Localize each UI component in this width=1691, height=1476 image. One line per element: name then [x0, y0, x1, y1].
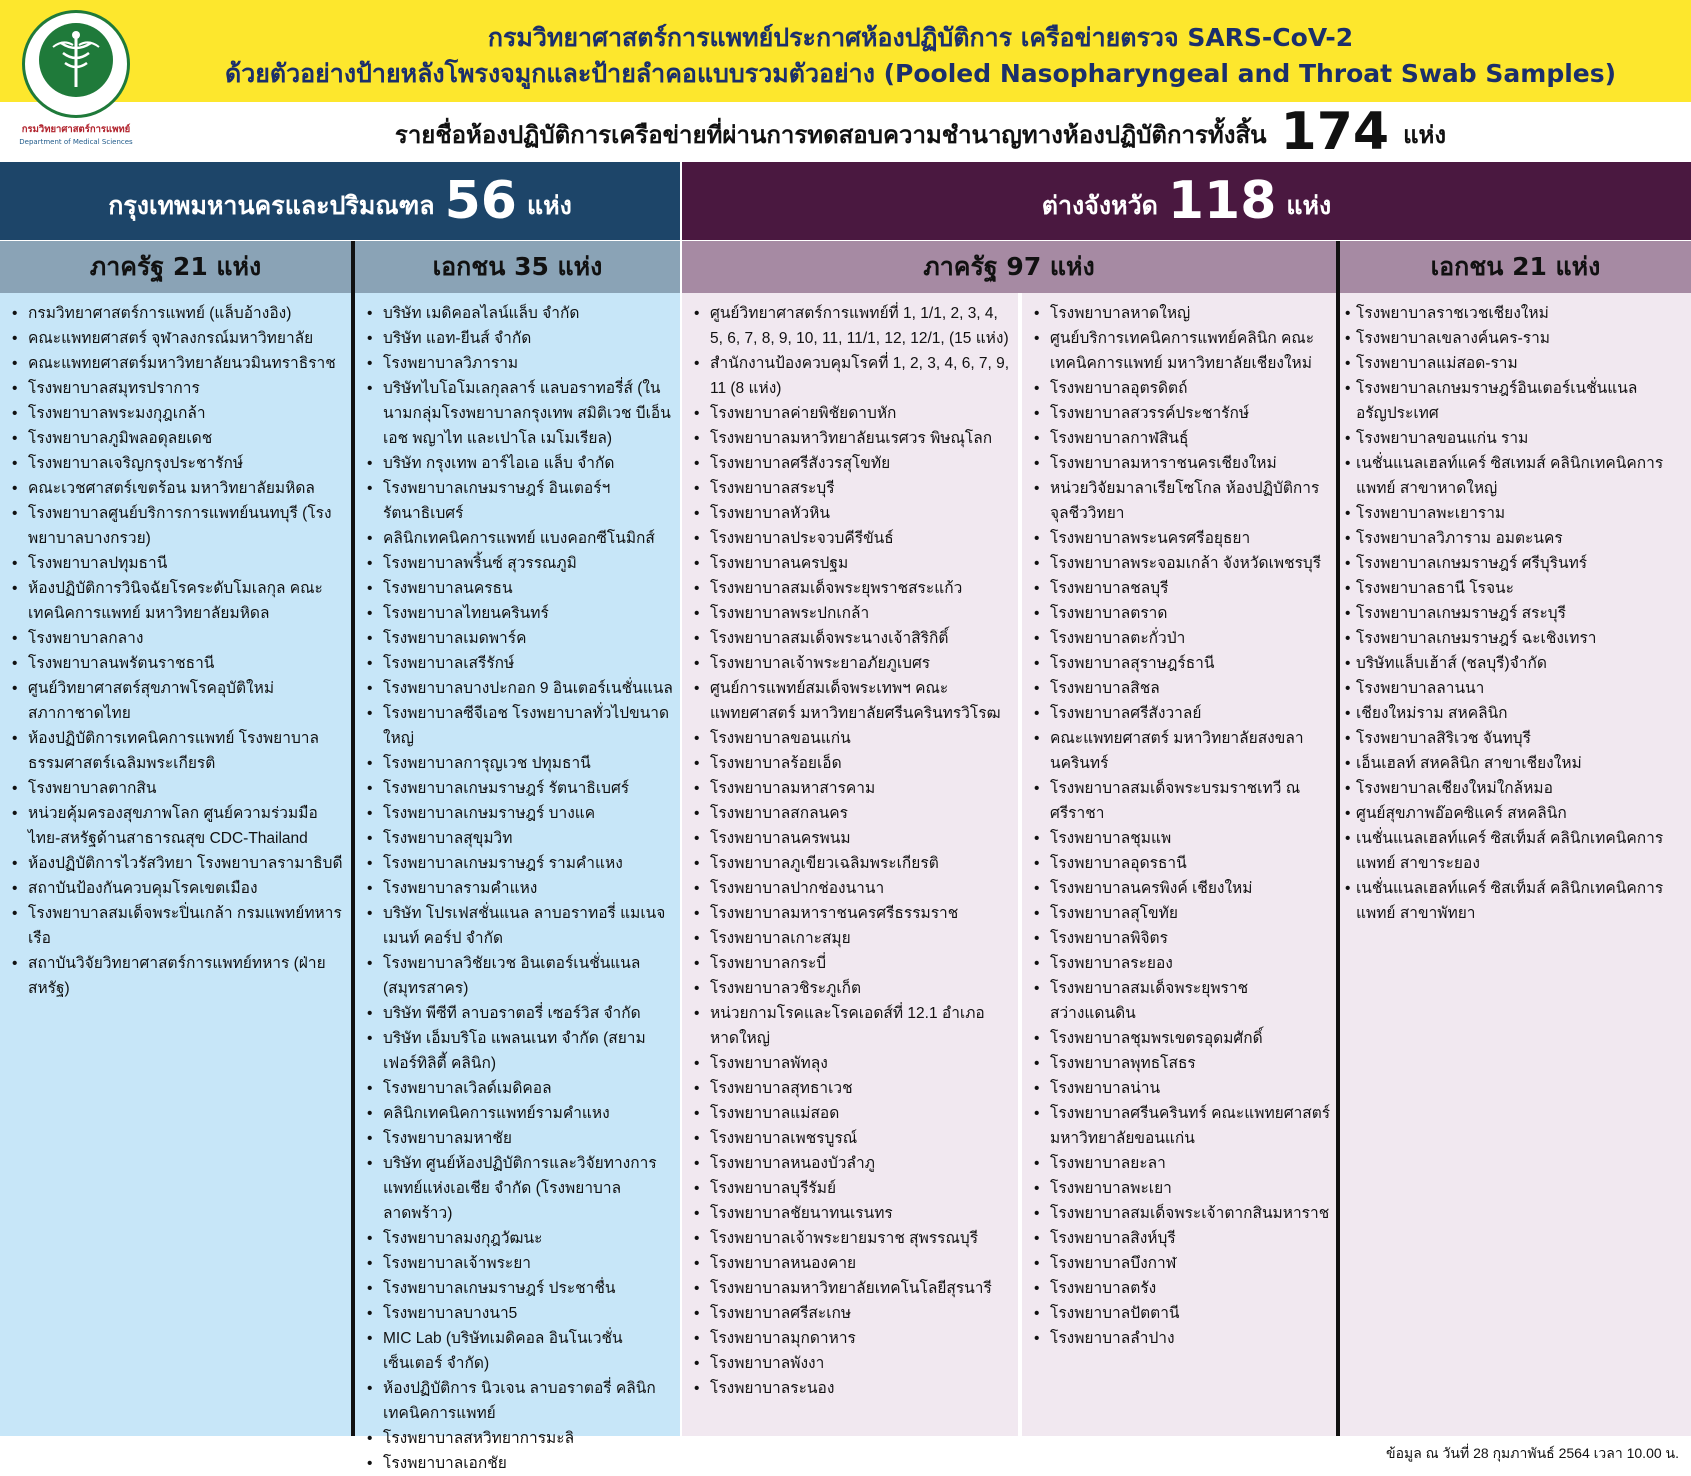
- list-item: • โรงพยาบาลเอกชัย: [355, 1451, 680, 1476]
- list-item: • โรงพยาบาลเพชรบูรณ์: [682, 1126, 1018, 1151]
- list-item: • โรงพยาบาลเกษมราษฎร์ บางแค: [355, 801, 680, 826]
- province-label: ต่างจังหวัด: [1041, 191, 1158, 220]
- list-item: • โรงพยาบาลสมเด็จพระยุพราชสระแก้ว: [682, 576, 1018, 601]
- list-item: • โรงพยาบาลมุกดาหาร: [682, 1326, 1018, 1351]
- list-item: • โรงพยาบาลบึงกาฬ: [1022, 1251, 1336, 1276]
- list-item: • โรงพยาบาลหาดใหญ่: [1022, 301, 1336, 326]
- list-item: • ศูนย์สุขภาพอ๊อคซิแคร์ สหคลินิก: [1340, 801, 1691, 826]
- list-item: • โรงพยาบาลเขลางค์นคร-ราม: [1340, 326, 1691, 351]
- list-item: • โรงพยาบาลวิภาราม อมตะนคร: [1340, 526, 1691, 551]
- bangkok-label: กรุงเทพมหานครและปริมณฑล: [108, 191, 435, 220]
- list-item: • โรงพยาบาลเจริญกรุงประชารักษ์: [0, 451, 351, 476]
- list-item: • โรงพยาบาลหนองบัวลำภู: [682, 1151, 1018, 1176]
- list-item: • โรงพยาบาลชุมพรเขตรอุดมศักดิ์: [1022, 1026, 1336, 1051]
- list-item: • โรงพยาบาลรามคำแหง: [355, 876, 680, 901]
- list-item: • โรงพยาบาลระนอง: [682, 1376, 1018, 1401]
- column-divider: [351, 241, 355, 1436]
- list-item: • โรงพยาบาลอุตรดิตถ์: [1022, 376, 1336, 401]
- list-item: • โรงพยาบาลมหาราชนครเชียงใหม่: [1022, 451, 1336, 476]
- list-item: • โรงพยาบาลสิชล: [1022, 676, 1336, 701]
- list-item: • โรงพยาบาลพะเยาราม: [1340, 501, 1691, 526]
- list-item: • โรงพยาบาลลานนา: [1340, 676, 1691, 701]
- list-item: • โรงพยาบาลสิริเวช จันทบุรี: [1340, 726, 1691, 751]
- column-gap: [1018, 293, 1022, 1436]
- list-item: • โรงพยาบาลพระปกเกล้า: [682, 601, 1018, 626]
- list-item: • โรงพยาบาลภูเขียวเฉลิมพระเกียรติ: [682, 851, 1018, 876]
- bkk-government-header: ภาครัฐ 21 แห่ง: [0, 241, 351, 293]
- list-item: • โรงพยาบาลซีจีเอช โรงพยาบาลทั่วไปขนาดใหญ่: [355, 701, 680, 751]
- list-item: • โรงพยาบาลเชียงใหม่ใกล้หมอ: [1340, 776, 1691, 801]
- list-item: • สถาบันวิจัยวิทยาศาสตร์การแพทย์ทหาร (ฝ่ายสหรัฐ): [0, 951, 351, 1001]
- list-item: • โรงพยาบาลมหาชัย: [355, 1126, 680, 1151]
- list-item: • โรงพยาบาลพัทลุง: [682, 1051, 1018, 1076]
- list-item: • บริษัท โปรเฟสชั่นแนล ลาบอราทอรี่ แมเนจเมนท์ คอร์ป จำกัด: [355, 901, 680, 951]
- list-item: • โรงพยาบาลศูนย์บริการการแพทย์นนทบุรี (โรงพยาบาลบางกรวย): [0, 501, 351, 551]
- list-item: • โรงพยาบาลหัวหิน: [682, 501, 1018, 526]
- list-item: • โรงพยาบาลการุญเวช ปทุมธานี: [355, 751, 680, 776]
- list-item: • สถาบันป้องกันควบคุมโรคเขตเมือง: [0, 876, 351, 901]
- list-item: • โรงพยาบาลศรีนครินทร์ คณะแพทยศาสตร์ มหาวิทยาลัยขอนแก่น: [1022, 1101, 1336, 1151]
- list-item: • คลินิกเทคนิคการแพทย์รามคำแหง: [355, 1101, 680, 1126]
- list-item: • โรงพยาบาลสหวิทยาการมะลิ: [355, 1426, 680, 1451]
- list-item: • โรงพยาบาลมหาสารคาม: [682, 776, 1018, 801]
- list-item: • โรงพยาบาลพระจอมเกล้า จังหวัดเพชรบุรี: [1022, 551, 1336, 576]
- list-item: • คณะเวชศาสตร์เขตร้อน มหาวิทยาลัยมหิดล: [0, 476, 351, 501]
- province-unit: แห่ง: [1286, 191, 1332, 220]
- list-item: • คณะแพทยศาสตร์มหาวิทยาลัยนวมินทราธิราช: [0, 351, 351, 376]
- footer-timestamp: ข้อมูล ณ วันที่ 28 กุมภาพันธ์ 2564 เวลา 10.00 น.: [1386, 1445, 1679, 1461]
- list-item: • โรงพยาบาลวิชัยเวช อินเตอร์เนชั่นแนล (สมุทรสาคร): [355, 951, 680, 1001]
- list-item: • บริษัท แอท-ยีนส์ จำกัด: [355, 326, 680, 351]
- list-item: • บริษัท เมดิคอลไลน์แล็บ จำกัด: [355, 301, 680, 326]
- list-item: • บริษัท พีซีที ลาบอราตอรี่ เซอร์วิส จำกัด: [355, 1001, 680, 1026]
- list-item: • โรงพยาบาลมหาวิทยาลัยเทคโนโลยีสุรนารี: [682, 1276, 1018, 1301]
- subtitle-text: รายชื่อห้องปฏิบัติการเครือข่ายที่ผ่านการทดสอบความชำนาญทางห้องปฏิบัติการทั้งสิ้น: [394, 121, 1267, 149]
- list-item: • โรงพยาบาลบางปะกอก 9 อินเตอร์เนชั่นแนล: [355, 676, 680, 701]
- list-item: • หน่วยวิจัยมาลาเรียโซโกล ห้องปฏิบัติการจุลชีววิทยา: [1022, 476, 1336, 526]
- list-item: • โรงพยาบาลสกลนคร: [682, 801, 1018, 826]
- bangkok-count: 56: [444, 171, 517, 231]
- list-item: • โรงพยาบาลสวรรค์ประชารักษ์: [1022, 401, 1336, 426]
- list-item: • โรงพยาบาลลำปาง: [1022, 1326, 1336, 1351]
- list-item: • โรงพยาบาลเกษมราษฎร์ สระบุรี: [1340, 601, 1691, 626]
- list-item: • โรงพยาบาลวชิระภูเก็ต: [682, 976, 1018, 1001]
- subtitle-unit: แห่ง: [1403, 121, 1447, 149]
- list-item: • โรงพยาบาลบางนา5: [355, 1301, 680, 1326]
- list-item: • โรงพยาบาลเจ้าพระยายมราช สุพรรณบุรี: [682, 1226, 1018, 1251]
- list-item: • ห้องปฏิบัติการไวรัสวิทยา โรงพยาบาลรามาธิบดี: [0, 851, 351, 876]
- list-item: • โรงพยาบาลตรัง: [1022, 1276, 1336, 1301]
- list-item: • โรงพยาบาลสมเด็จพระปิ่นเกล้า กรมแพทย์ทหารเรือ: [0, 901, 351, 951]
- province-private-header: เอกชน 21 แห่ง: [1340, 241, 1691, 293]
- list-item: • บริษัทแล็บเฮ้าส์ (ชลบุรี)จำกัด: [1340, 651, 1691, 676]
- list-item: • โรงพยาบาลสมเด็จพระยุพราชสว่างแดนดิน: [1022, 976, 1336, 1026]
- ministry-logo: [18, 10, 134, 146]
- list-item: • โรงพยาบาลเกษมราษฎร์ รัตนาธิเบศร์: [355, 776, 680, 801]
- list-item: • โรงพยาบาลเจ้าพระยา: [355, 1251, 680, 1276]
- list-item: • โรงพยาบาลเสรีรักษ์: [355, 651, 680, 676]
- list-item: • โรงพยาบาลเกาะสมุย: [682, 926, 1018, 951]
- caduceus-icon: [39, 23, 113, 97]
- list-item: • โรงพยาบาลเกษมราษฎร์ ศรีบุรินทร์: [1340, 551, 1691, 576]
- list-item: • เนชั่นแนลเฮลท์แคร์ ซิสเทมส์ คลินิกเทคนิคการแพทย์ สาขาหาดใหญ่: [1340, 451, 1691, 501]
- list-item: • โรงพยาบาลขอนแก่น: [682, 726, 1018, 751]
- list-item: • หน่วยคุ้มครองสุขภาพโลก ศูนย์ความร่วมมือไทย-สหรัฐด้านสาธารณสุข CDC-Thailand: [0, 801, 351, 851]
- list-item: • โรงพยาบาลนพรัตนราชธานี: [0, 651, 351, 676]
- column-divider: [1336, 241, 1340, 1436]
- list-item: • โรงพยาบาลศรีสังวรสุโขทัย: [682, 451, 1018, 476]
- list-item: • คลินิกเทคนิคการแพทย์ แบงคอกซีโนมิกส์: [355, 526, 680, 551]
- list-item: • โรงพยาบาลตราด: [1022, 601, 1336, 626]
- list-item: • เนชั่นแนลเฮลท์แคร์ ซิสเท็มส์ คลินิกเทคนิคการแพทย์ สาขาพัทยา: [1340, 876, 1691, 926]
- logo-dept-th: กรมวิทยาศาสตร์การแพทย์: [21, 124, 131, 135]
- list-item: • โรงพยาบาลพระมงกุฎเกล้า: [0, 401, 351, 426]
- list-item: • หน่วยกามโรคและโรคเอดส์ที่ 12.1 อำเภอหาดใหญ่: [682, 1001, 1018, 1051]
- list-item: • เอ็นเฮลท์ สหคลินิก สาขาเชียงใหม่: [1340, 751, 1691, 776]
- list-item: • โรงพยาบาลเจ้าพระยาอภัยภูเบศร: [682, 651, 1018, 676]
- list-item: • โรงพยาบาลอุดรธานี: [1022, 851, 1336, 876]
- list-item: • บริษัท ศูนย์ห้องปฏิบัติการและวิจัยทางการแพทย์แห่งเอเชีย จำกัด (โรงพยาบาลลาดพร้าว): [355, 1151, 680, 1226]
- bkk-government-list: [0, 293, 351, 1436]
- list-item: • โรงพยาบาลกาฬสินธุ์: [1022, 426, 1336, 451]
- list-item: • โรงพยาบาลกลาง: [0, 626, 351, 651]
- province-count: 118: [1167, 171, 1277, 231]
- list-item: • โรงพยาบาลเกษมราษฎร์ อินเตอร์ฯ รัตนาธิเบศร์: [355, 476, 680, 526]
- list-item: • โรงพยาบาลภูมิพลอดุลยเดช: [0, 426, 351, 451]
- list-item: • โรงพยาบาลบุรีรัมย์: [682, 1176, 1018, 1201]
- logo-dept-en: Department of Medical Sciences: [19, 138, 133, 146]
- province-government-list-a: [682, 293, 1018, 1436]
- list-item: • ห้องปฏิบัติการ นิวเจน ลาบอราตอรี่ คลินิกเทคนิคการแพทย์: [355, 1376, 680, 1426]
- list-item: • โรงพยาบาลพังงา: [682, 1351, 1018, 1376]
- list-item: • โรงพยาบาลสมเด็จพระบรมราชเทวี ณ ศรีราชา: [1022, 776, 1336, 826]
- list-item: • โรงพยาบาลขอนแก่น ราม: [1340, 426, 1691, 451]
- list-item: • โรงพยาบาลสุโขทัย: [1022, 901, 1336, 926]
- province-band: [682, 162, 1691, 240]
- list-item: • โรงพยาบาลพุทธโสธร: [1022, 1051, 1336, 1076]
- list-item: • ห้องปฏิบัติการเทคนิคการแพทย์ โรงพยาบาลธรรมศาสตร์เฉลิมพระเกียรติ: [0, 726, 351, 776]
- bangkok-band: [0, 162, 680, 240]
- list-item: • โรงพยาบาลพิจิตร: [1022, 926, 1336, 951]
- list-item: • โรงพยาบาลแม่สอด: [682, 1101, 1018, 1126]
- list-item: • โรงพยาบาลตากสิน: [0, 776, 351, 801]
- logo-seal-icon: [22, 10, 130, 118]
- list-item: • โรงพยาบาลชัยนาทนเรนทร: [682, 1201, 1018, 1226]
- page-title-line1: กรมวิทยาศาสตร์การแพทย์ประกาศห้องปฏิบัติการ เครือข่ายตรวจ SARS-CoV-2: [487, 23, 1354, 52]
- list-item: • ศูนย์การแพทย์สมเด็จพระเทพฯ คณะแพทยศาสตร์ มหาวิทยาลัยศรีนครินทรวิโรฒ: [682, 676, 1018, 726]
- list-item: • คณะแพทยศาสตร์ จุฬาลงกรณ์มหาวิทยาลัย: [0, 326, 351, 351]
- province-government-list-b: [1022, 293, 1336, 1436]
- list-item: • โรงพยาบาลเกษมราษฎร์ ฉะเชิงเทรา: [1340, 626, 1691, 651]
- list-item: • โรงพยาบาลตะกั่วป่า: [1022, 626, 1336, 651]
- list-item: • โรงพยาบาลประจวบคีรีขันธ์: [682, 526, 1018, 551]
- list-item: • กรมวิทยาศาสตร์การแพทย์ (แล็บอ้างอิง): [0, 301, 351, 326]
- list-item: • โรงพยาบาลน่าน: [1022, 1076, 1336, 1101]
- list-item: • ศูนย์บริการเทคนิคการแพทย์คลินิก คณะเทคนิคการแพทย์ มหาวิทยาลัยเชียงใหม่: [1022, 326, 1336, 376]
- list-item: • โรงพยาบาลระยอง: [1022, 951, 1336, 976]
- list-item: • โรงพยาบาลปทุมธานี: [0, 551, 351, 576]
- list-item: • ศูนย์วิทยาศาสตร์สุขภาพโรคอุบัติใหม่ สภากาชาดไทย: [0, 676, 351, 726]
- list-item: • โรงพยาบาลค่ายพิชัยดาบหัก: [682, 401, 1018, 426]
- province-government-header: ภาครัฐ 97 แห่ง: [682, 241, 1336, 293]
- list-item: • โรงพยาบาลเกษมราษฎร์อินเตอร์เนชั่นแนล อรัญประเทศ: [1340, 376, 1691, 426]
- list-item: • โรงพยาบาลแม่สอด-ราม: [1340, 351, 1691, 376]
- list-item: • สำนักงานป้องควบคุมโรคที่ 1, 2, 3, 4, 6, 7, 9, 11 (8 แห่ง): [682, 351, 1018, 401]
- list-item: • โรงพยาบาลสุทธาเวช: [682, 1076, 1018, 1101]
- list-item: • โรงพยาบาลสระบุรี: [682, 476, 1018, 501]
- page-title-line2: ด้วยตัวอย่างป้ายหลังโพรงจมูกและป้ายลำคอแบบรวมตัวอย่าง (Pooled Nasopharyngeal and Throat Swab Samples): [224, 59, 1617, 88]
- list-item: • โรงพยาบาลธานี โรจนะ: [1340, 576, 1691, 601]
- list-item: • บริษัท เอ็มบริโอ แพลนเนท จำกัด (สยามเฟอร์ทิลิตี้ คลินิก): [355, 1026, 680, 1076]
- list-item: • โรงพยาบาลร้อยเอ็ด: [682, 751, 1018, 776]
- list-item: • โรงพยาบาลกระบี่: [682, 951, 1018, 976]
- list-item: • โรงพยาบาลนครปฐม: [682, 551, 1018, 576]
- list-item: • โรงพยาบาลนครธน: [355, 576, 680, 601]
- page-subtitle: [150, 102, 1691, 162]
- list-item: • โรงพยาบาลสมุทรปราการ: [0, 376, 351, 401]
- list-item: • MIC Lab (บริษัทเมดิคอล อินโนเวชั่น เซ็นเตอร์ จำกัด): [355, 1326, 680, 1376]
- list-item: • โรงพยาบาลเกษมราษฎร์ รามคำแหง: [355, 851, 680, 876]
- list-item: • โรงพยาบาลวิภาราม: [355, 351, 680, 376]
- list-item: • โรงพยาบาลมหาราชนครศรีธรรมราช: [682, 901, 1018, 926]
- list-item: • โรงพยาบาลนครพนม: [682, 826, 1018, 851]
- list-item: • ศูนย์วิทยาศาสตร์การแพทย์ที่ 1, 1/1, 2, 3, 4, 5, 6, 7, 8, 9, 10, 11, 11/1, 12, 12/1, (15 แห่ง): [682, 301, 1018, 351]
- list-item: • บริษัท กรุงเทพ อาร์ไอเอ แล็บ จำกัด: [355, 451, 680, 476]
- list-item: • บริษัทไบโอโมเลกุลลาร์ แลบอราทอรี่ส์ (ในนามกลุ่มโรงพยาบาลกรุงเทพ สมิติเวช บีเอ็นเอช พญาไท และเปาโล เมโมเรียล): [355, 376, 680, 451]
- list-item: • โรงพยาบาลนครพิงค์ เชียงใหม่: [1022, 876, 1336, 901]
- list-item: • โรงพยาบาลปัตตานี: [1022, 1301, 1336, 1326]
- list-item: • โรงพยาบาลเกษมราษฎร์ ประชาชื่น: [355, 1276, 680, 1301]
- list-item: • โรงพยาบาลไทยนครินทร์: [355, 601, 680, 626]
- list-item: • เนชั่นแนลเฮลท์แคร์ ซิสเท็มส์ คลินิกเทคนิคการแพทย์ สาขาระยอง: [1340, 826, 1691, 876]
- list-item: • โรงพยาบาลมงกุฎวัฒนะ: [355, 1226, 680, 1251]
- list-item: • โรงพยาบาลยะลา: [1022, 1151, 1336, 1176]
- total-count: 174: [1280, 102, 1390, 162]
- bangkok-unit: แห่ง: [526, 191, 572, 220]
- list-item: • โรงพยาบาลมหาวิทยาลัยนเรศวร พิษณุโลก: [682, 426, 1018, 451]
- list-item: • โรงพยาบาลราชเวชเชียงใหม่: [1340, 301, 1691, 326]
- list-item: • เชียงใหม่ราม สหคลินิก: [1340, 701, 1691, 726]
- list-item: • โรงพยาบาลสมเด็จพระนางเจ้าสิริกิติ์: [682, 626, 1018, 651]
- list-item: • โรงพยาบาลสมเด็จพระเจ้าตากสินมหาราช: [1022, 1201, 1336, 1226]
- list-item: • โรงพยาบาลชุมแพ: [1022, 826, 1336, 851]
- list-item: • โรงพยาบาลหนองคาย: [682, 1251, 1018, 1276]
- province-private-list: [1340, 293, 1691, 1436]
- list-item: • โรงพยาบาลเวิลด์เมดิคอล: [355, 1076, 680, 1101]
- list-item: • โรงพยาบาลปากช่องนานา: [682, 876, 1018, 901]
- list-item: • โรงพยาบาลศรีสังวาลย์: [1022, 701, 1336, 726]
- list-item: • โรงพยาบาลศรีสะเกษ: [682, 1301, 1018, 1326]
- list-item: • ห้องปฏิบัติการวินิจฉัยโรคระดับโมเลกุล คณะเทคนิคการแพทย์ มหาวิทยาลัยมหิดล: [0, 576, 351, 626]
- list-item: • โรงพยาบาลสุขุมวิท: [355, 826, 680, 851]
- list-item: • คณะแพทยศาสตร์ มหาวิทยาลัยสงขลานครินทร์: [1022, 726, 1336, 776]
- list-item: • โรงพยาบาลพระนครศรีอยุธยา: [1022, 526, 1336, 551]
- list-item: • โรงพยาบาลพริ้นซ์ สุวรรณภูมิ: [355, 551, 680, 576]
- bkk-private-header: เอกชน 35 แห่ง: [355, 241, 680, 293]
- list-item: • โรงพยาบาลพะเยา: [1022, 1176, 1336, 1201]
- list-item: • โรงพยาบาลสุราษฎร์ธานี: [1022, 651, 1336, 676]
- bkk-private-list: [355, 293, 680, 1472]
- list-item: • โรงพยาบาลสิงห์บุรี: [1022, 1226, 1336, 1251]
- list-item: • โรงพยาบาลชลบุรี: [1022, 576, 1336, 601]
- list-item: • โรงพยาบาลเมดพาร์ค: [355, 626, 680, 651]
